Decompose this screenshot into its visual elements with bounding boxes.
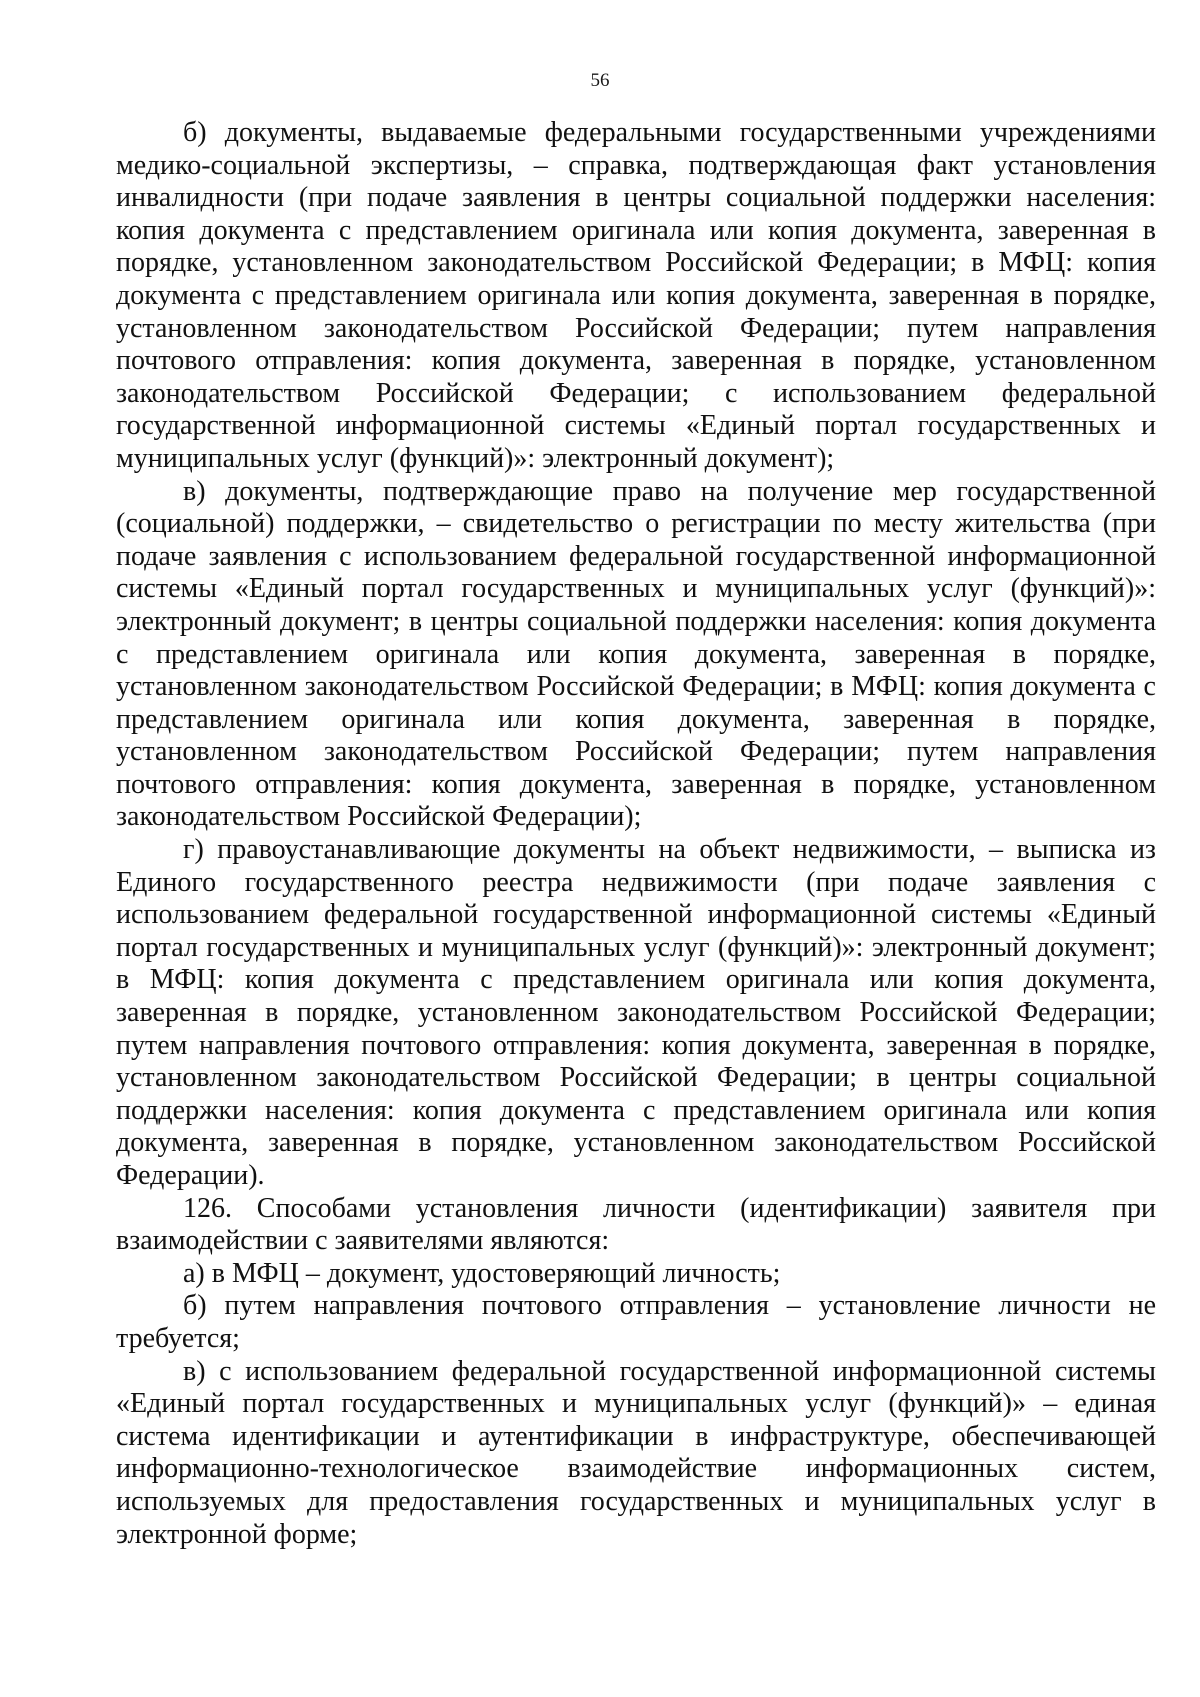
paragraph-126-b-postal: б) путем направления почтового отправления – установление личности не требуется; [116,1290,1156,1354]
paragraph-126-v-online-portal: в) с использованием федеральной государственной информационной системы «Единый портал государственных и муниципальных услуг (функций)» – единая система идентификации и аутентификации в инфраструктуре, обеспечивающей информационно-технологическое взаимодействие информационных систем, используемых для предоставления государственных и муниципальных услуг в электронной форме; [116,1355,1156,1550]
paragraph-g-property-documents: г) правоустанавливающие документы на объект недвижимости, – выписка из Единого государственного реестра недвижимости (при подаче заявления с использованием федеральной государственной информационной системы «Единый портал государственных и муниципальных услуг (функций)»: электронный документ; в МФЦ: копия документа с представлением оригинала или копия документа, заверенная в порядке, установленном законодательством Российской Федерации; путем направления почтового отправления: копия документа, заверенная в порядке, установленном законодательством Российской Федерации; в центры социальной поддержки населения: копия документа с представлением оригинала или копия документа, заверенная в порядке, установленном законодательством Российской Федерации). [116,834,1156,1191]
paragraph-126-a-mfc: а) в МФЦ – документ, удостоверяющий личность; [183,1257,781,1289]
paragraph-126-identification-methods: 126. Способами установления личности (идентификации) заявителя при взаимодействии с заявителями являются: [116,1192,1156,1257]
page-number: 56 [590,70,610,91]
paragraph-v-residence-certificate: в) документы, подтверждающие право на получение мер государственной (социальной) поддержки, – свидетельство о регистрации по месту жительства (при подаче заявления с использованием федеральной государственной информационной системы «Единый портал государственных и муниципальных услуг (функций)»: электронный документ; в центры социальной поддержки населения: копия документа с представлением оригинала или копия документа, заверенная в порядке, установленном законодательством Российской Федерации; в МФЦ: копия документа с представлением оригинала или копия документа, заверенная в порядке, установленном законодательством Российской Федерации; путем направления почтового отправления: копия документа, заверенная в порядке, установленном законодательством Российской Федерации); [116,475,1156,833]
paragraph-b-disability-certificate: б) документы, выдаваемые федеральными государственными учреждениями медико-социальной экспертизы, – справка, подтверждающая факт установления инвалидности (при подаче заявления в центры социальной поддержки населения: копия документа с представлением оригинала или копия документа, заверенная в порядке, установленном законодательством Российской Федерации; в МФЦ: копия документа с представлением оригинала или копия документа, заверенная в порядке, установленном законодательством Российской Федерации; путем направления почтового отправления: копия документа, заверенная в порядке, установленном законодательством Российской Федерации; с использованием федеральной государственной информационной системы «Единый портал государственных и муниципальных услуг (функций)»: электронный документ); [116,117,1156,474]
document-body [116,117,1156,1551]
